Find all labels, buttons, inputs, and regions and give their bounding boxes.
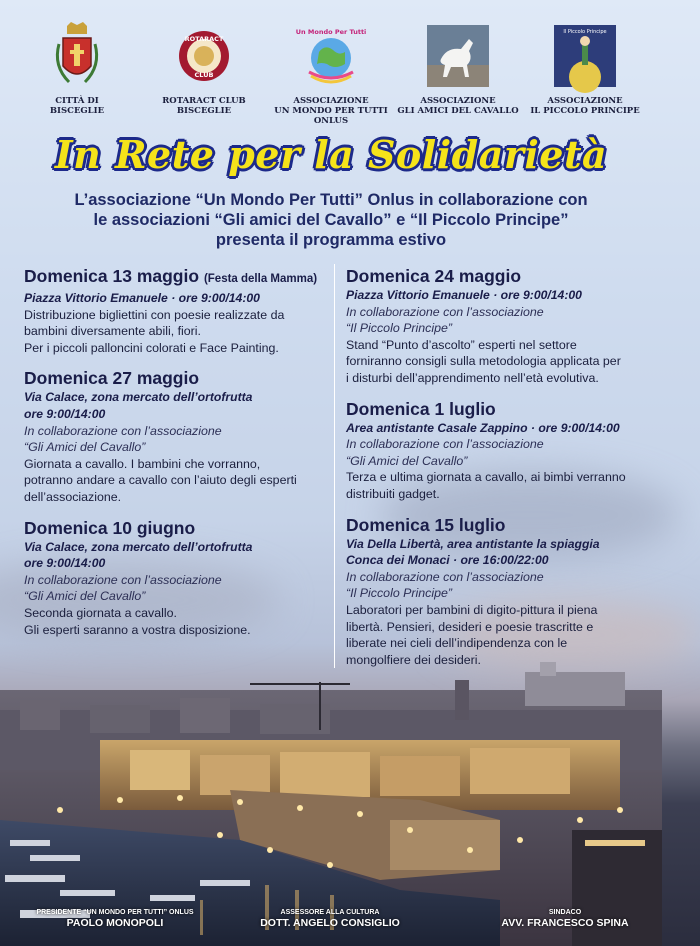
event-description: Giornata a cavallo. I bambini che vorranno, xyxy=(24,456,261,471)
event-block xyxy=(24,518,324,639)
logo-caption: ASSOCIAZIONE UN MONDO PER TUTTI ONLUS xyxy=(274,96,388,126)
event-block xyxy=(346,515,640,669)
event-collaboration: “Il Piccolo Principe” xyxy=(346,586,453,601)
white-horse-photo-icon xyxy=(424,22,492,90)
signature-role: SINDACO xyxy=(548,909,582,916)
signature-president xyxy=(30,908,200,929)
event-date-text: Domenica 24 maggio xyxy=(346,266,522,286)
logo-un-mondo-per-tutti xyxy=(268,22,394,126)
event-description: dell’associazione. xyxy=(24,489,122,504)
logo-gli-amici-del-cavallo xyxy=(395,22,521,126)
mondo-badge-text: Un Mondo Per Tutti xyxy=(295,28,367,36)
event-date xyxy=(24,266,324,290)
un-mondo-per-tutti-logo-icon xyxy=(297,22,365,90)
event-description: forniranno consigli sulla metodologia applicata per xyxy=(346,354,621,369)
logo-rotaract-club xyxy=(141,22,267,126)
event-collaboration: In collaborazione con l’associazione xyxy=(24,423,222,438)
event-description: libertà. Pensieri, desideri e poesie trascritte e xyxy=(346,619,594,634)
event-description: Seconda giornata a cavallo. xyxy=(24,605,177,620)
column-divider xyxy=(334,264,335,668)
event-date-text: Domenica 10 giugno xyxy=(24,517,196,538)
event-description: distribuiti gadget. xyxy=(346,486,440,501)
signature-name: DOTT. ANGELO CONSIGLIO xyxy=(260,917,400,929)
event-place: Conca dei Monaci · ore 16:00/22:00 xyxy=(346,553,549,568)
event-place: ore 9:00/14:00 xyxy=(24,556,106,571)
event-block xyxy=(24,368,324,505)
event-date xyxy=(346,399,640,420)
piccolo-principe-logo-icon xyxy=(551,22,619,90)
event-description: Terza e ultima giornata a cavallo, ai bimbi verranno xyxy=(346,470,626,485)
event-collaboration: “Gli Amici del Cavallo” xyxy=(24,589,146,604)
event-description: Gli esperti saranno a vostra disposizione. xyxy=(24,622,251,637)
event-note: (Festa della Mamma) xyxy=(203,273,318,285)
events-left-column xyxy=(24,266,324,650)
rotaract-badge-top: ROTARACT xyxy=(184,35,224,43)
event-place: Via Calace, zona mercato dell’ortofrutta xyxy=(24,390,253,405)
signature-role: ASSESSORE ALLA CULTURA xyxy=(280,909,380,916)
events-right-column xyxy=(346,266,640,680)
event-place: Piazza Vittorio Emanuele · ore 9:00/14:00 xyxy=(346,288,582,302)
event-block xyxy=(24,266,324,356)
rotaract-logo-icon xyxy=(170,22,238,90)
logo-caption: ASSOCIAZIONE GLI AMICI DEL CAVALLO xyxy=(397,96,519,116)
intro-line: le associazioni “Gli amici del Cavallo” e “Il Piccolo Principe” xyxy=(93,211,569,229)
event-description: Stand “Punto d’ascolto” esperti nel settore xyxy=(346,337,577,352)
event-date xyxy=(24,518,324,539)
event-collaboration: In collaborazione con l’associazione xyxy=(346,304,544,319)
logo-caption: ROTARACT CLUB BISCEGLIE xyxy=(162,96,246,116)
signature-sindaco xyxy=(480,908,650,929)
signature-assessore xyxy=(245,908,415,929)
logo-caption: ASSOCIAZIONE IL PICCOLO PRINCIPE xyxy=(530,96,640,116)
event-place: Via Calace, zona mercato dell’ortofrutta xyxy=(24,539,253,554)
intro-line: L’associazione “Un Mondo Per Tutti” Onlus in collaborazione con xyxy=(74,191,588,209)
intro-text xyxy=(20,190,642,250)
rotaract-badge-bottom: CLUB xyxy=(194,71,214,79)
event-description: potranno andare a cavallo con l’aiuto degli esperti xyxy=(24,473,297,488)
event-date xyxy=(346,266,640,287)
event-place: Area antistante Casale Zappino · ore 9:00/14:00 xyxy=(346,420,620,435)
event-date-text: Domenica 13 maggio xyxy=(24,266,200,286)
event-description: Distribuzione bigliettini con poesie realizzate da xyxy=(24,307,285,322)
event-place: Via Della Libertà, area antistante la spiaggia xyxy=(346,536,600,551)
poster-title: In Rete per la Solidarietà xyxy=(54,132,608,177)
intro-line: presenta il programma estivo xyxy=(215,231,447,249)
event-collaboration: In collaborazione con l’associazione xyxy=(24,572,222,587)
event-collaboration: “Gli Amici del Cavallo” xyxy=(24,440,146,455)
logo-il-piccolo-principe xyxy=(522,22,648,126)
logo-citta-di-bisceglie xyxy=(14,22,140,126)
event-collaboration: “Gli Amici del Cavallo” xyxy=(346,453,468,468)
event-collaboration: In collaborazione con l’associazione xyxy=(346,569,544,584)
event-collaboration: In collaborazione con l’associazione xyxy=(346,437,544,452)
event-date xyxy=(24,368,324,389)
event-date xyxy=(346,515,640,536)
event-date-text: Domenica 27 maggio xyxy=(24,368,200,389)
event-place: Piazza Vittorio Emanuele · ore 9:00/14:00 xyxy=(24,291,260,305)
signature-role: PRESIDENTE “UN MONDO PER TUTTI” ONLUS xyxy=(36,909,194,916)
event-block xyxy=(346,399,640,503)
event-description: mongolfiere dei desideri. xyxy=(346,652,481,667)
signature-name: AVV. FRANCESCO SPINA xyxy=(501,917,629,929)
event-description: i disturbi dell’apprendimento nell’età evolutiva. xyxy=(346,370,599,385)
logo-caption: CITTÀ DI BISCEGLIE xyxy=(49,96,105,116)
event-place: ore 9:00/14:00 xyxy=(24,406,106,421)
event-description: liberate nei cieli dell’indipendenza con le xyxy=(346,636,568,651)
signature-name: PAOLO MONOPOLI xyxy=(66,917,164,929)
event-description: Per i piccoli palloncini colorati e Face Painting. xyxy=(24,340,279,355)
event-date-text: Domenica 15 luglio xyxy=(346,514,506,535)
principe-badge-text: Il Piccolo Principe xyxy=(563,29,607,35)
event-block xyxy=(346,266,640,387)
event-description: Laboratori per bambini di digito-pittura il piena xyxy=(346,602,598,617)
sponsor-logos xyxy=(14,22,648,126)
event-date-text: Domenica 1 luglio xyxy=(346,398,496,419)
event-collaboration: “Il Piccolo Principe” xyxy=(346,321,453,336)
city-coat-of-arms-icon xyxy=(43,22,111,90)
event-description: bambini diversamente abili, fiori. xyxy=(24,324,201,339)
